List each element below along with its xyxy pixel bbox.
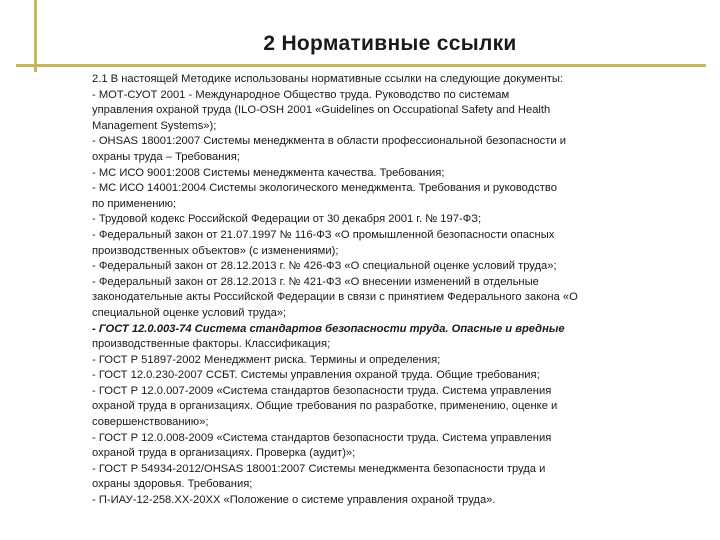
text-line: - П-ИАУ-12-258.ХХ-20ХХ «Положение о системе управления охраной труда».	[92, 494, 496, 507]
text-line: законодательные акты Российской Федерации в связи с принятием Федерального закона «О	[92, 291, 578, 304]
text-line: - ГОСТ Р 51897-2002 Менеджмент риска. Термины и определения;	[92, 353, 441, 366]
text-line: - ГОСТ 12.0.230-2007 ССБТ. Системы управления охраной труда. Общие требования;	[92, 369, 540, 382]
text-line: - МС ИСО 14001:2004 Системы экологического менеджмента. Требования и руководство	[92, 182, 557, 195]
text-line: - ГОСТ Р 12.0.007-2009 «Система стандартов безопасности труда. Система управления	[92, 384, 552, 397]
text-line: производственные факторы. Классификация;	[92, 338, 331, 351]
text-line: - ГОСТ Р 12.0.008-2009 «Система стандартов безопасности труда. Система управления	[92, 431, 552, 444]
text-line: охраной труда в организациях. Проверка (аудит)»;	[92, 447, 356, 460]
text-line: - МОТ-СУОТ 2001 - Международное Общество труда. Руководство по системам	[92, 88, 510, 101]
text-line: охраны труда – Требования;	[92, 150, 240, 163]
text-line: 2.1 В настоящей Методике использованы нормативные ссылки на следующие документы:	[92, 73, 564, 85]
text-line: охраной труда в организациях. Общие требования по разработке, применению, оценке и	[92, 400, 558, 413]
text-line: Management Systems»);	[92, 119, 217, 132]
text-line: охраны здоровья. Требования;	[92, 478, 253, 491]
text-line: - ГОСТ Р 54934-2012/OHSAS 18001:2007 Системы менеджмента безопасности труда и	[92, 462, 546, 475]
text-line: специальной оценке условий труда»;	[92, 306, 287, 319]
text-line: - OHSAS 18001:2007 Системы менеджмента в области профессиональной безопасности и	[92, 135, 566, 148]
text-line: - МС ИСО 9001:2008 Системы менеджмента качества. Требования;	[92, 166, 445, 179]
text-line-emphasized: - ГОСТ 12.0.003-74 Система стандартов безопасности труда. Опасные и вредные	[92, 322, 565, 335]
text-line: по применению;	[92, 197, 177, 210]
references-text	[92, 72, 624, 509]
text-line: совершенствованию»;	[92, 416, 209, 429]
accent-horizontal-line	[16, 64, 706, 67]
text-line: - Федеральный закон от 21.07.1997 № 116-ФЗ «О промышленной безопасности опасных	[92, 228, 555, 241]
text-line: производственных объектов» (с изменениями);	[92, 244, 339, 257]
text-line: - Трудовой кодекс Российской Федерации от 30 декабря 2001 г. № 197-ФЗ;	[92, 213, 482, 226]
text-line: управления охраной труда (ILO-OSH 2001 «Guidelines on Occupational Safety and Health	[92, 104, 551, 117]
slide-title: 2 Нормативные ссылки	[263, 32, 517, 55]
text-line: - Федеральный закон от 28.12.2013 г. № 426-ФЗ «О специальной оценке условий труда»;	[92, 260, 557, 273]
text-line: - Федеральный закон от 28.12.2013 г. № 421-ФЗ «О внесении изменений в отдельные	[92, 275, 539, 288]
